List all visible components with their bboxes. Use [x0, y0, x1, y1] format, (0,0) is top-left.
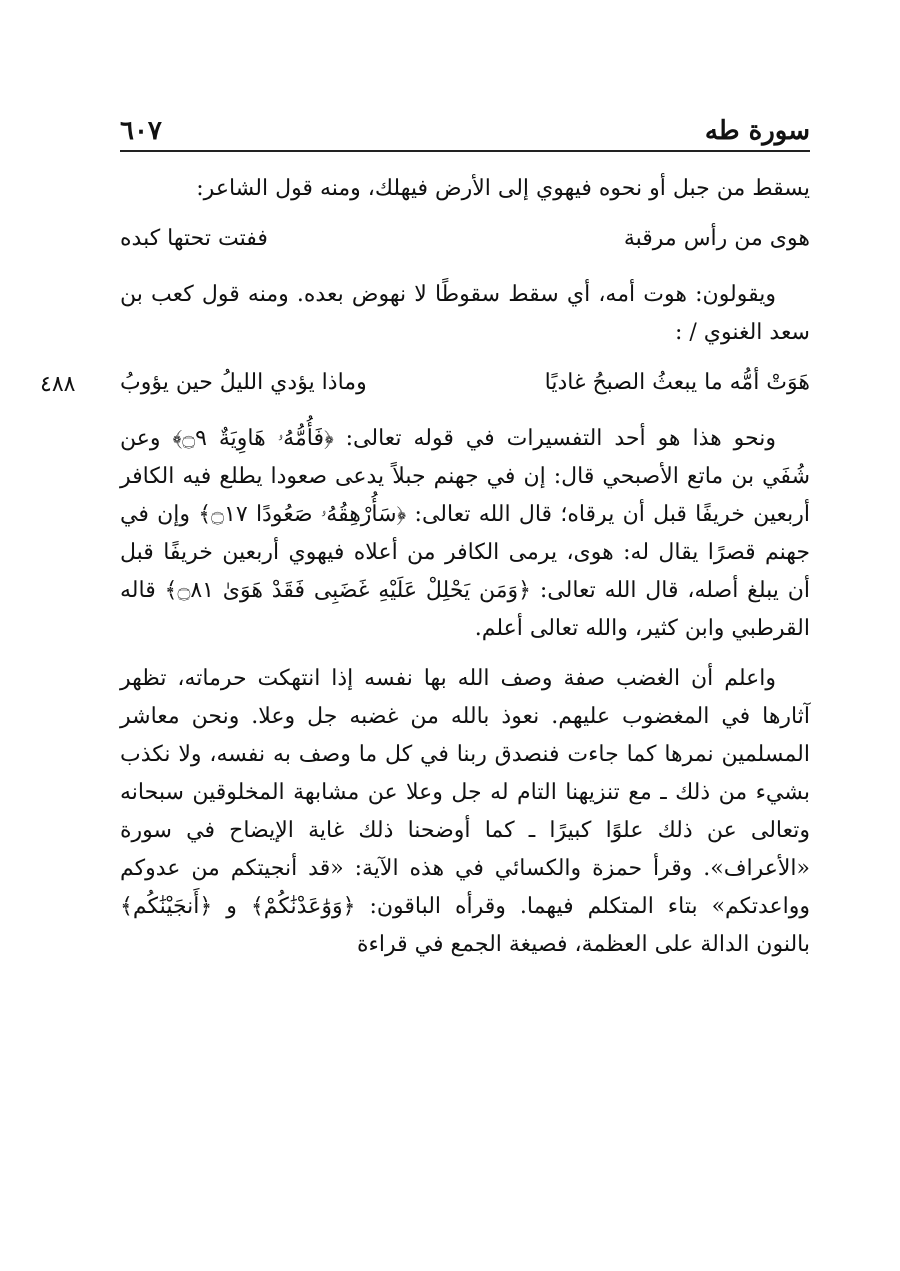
paragraph-4: واعلم أن الغضب صفة وصف الله بها نفسه إذا انتهكت حرماته، تظهر آثارها في المغضوب عليهم. نعوذ بالله من غضبه جل وعلا. ونحن معاشر المسلمين نمرها كما جاءت فنصدق ربنا في كل ما وصف به نفسه، ولا نكذب بشيء من ذلك ـ مع تنزيهنا التام له جل وعلا عن مشابهة المخلوقين سبحانه وتعالى عن ذلك علوًا كبيرًا ـ كما أوضحنا ذلك غاية الإيضاح في سورة «الأعراف». وقرأ حمزة والكسائي في هذه الآية: «قد أنجيتكم من عدوكم وواعدتكم» بتاء المتكلم فيهما. وقرأه الباقون: ﴿وَوَٰعَدْنَٰكُمْ﴾ و ﴿أَنجَيْنَٰكُم﴾ بالنون الدالة على العظمة، فصيغة الجمع في قراءة	[120, 666, 811, 957]
surah-title: سورة طه	[704, 116, 810, 146]
verse-2-first-hemistich: هَوَتْ أمُّه ما يبعثُ الصبحُ غاديًا	[544, 370, 810, 395]
paragraph-3: ونحو هذا هو أحد التفسيرات في قوله تعالى: ﴿فَأُمُّهُۥ هَاوِيَةٌ ۝٩﴾ وعن شُفَي بن ماتع الأصبحي قال: إن في جهنم جبلاً يدعى صعودا يطلع فيه الكافر أربعين خريفًا قبل أن يرقاه؛ قال الله تعالى: ﴿سَأُرْهِقُهُۥ صَعُودًا ۝١٧﴾ وإن في جهنم قصرًا يقال له: هوى، يرمى الكافر من أعلاه فيهوي أربعين خريفًا قبل أن يبلغ أصله، قال الله تعالى: ﴿وَمَن يَحْلِلْ عَلَيْهِ غَضَبِى فَقَدْ هَوَىٰ ۝٨١﴾ قاله القرطبي وابن كثير، والله تعالى أعلم.	[120, 426, 810, 641]
page-body	[120, 170, 810, 964]
verse-1-second-hemistich: ففتت تحتها كبده	[120, 226, 268, 251]
page-header	[120, 110, 810, 152]
page-number: ٦٠٧	[120, 116, 162, 146]
poem-verse-1	[120, 220, 810, 258]
verse-1-first-hemistich: هوى من رأس مرقبة	[623, 226, 810, 251]
paragraph-2: ويقولون: هوت أمه، أي سقط سقوطًا لا نهوض بعده. ومنه قول كعب بن سعد الغنوي / :	[120, 282, 810, 345]
verse-2-second-hemistich: وماذا يؤدي الليلُ حين يؤوبُ	[120, 370, 367, 395]
book-page	[120, 110, 810, 976]
poem-verse-2	[120, 364, 810, 402]
margin-page-reference: ٤٨٨	[40, 372, 76, 397]
paragraph-1: يسقط من جبل أو نحوه فيهوي إلى الأرض فيهلك، ومنه قول الشاعر:	[196, 176, 810, 201]
